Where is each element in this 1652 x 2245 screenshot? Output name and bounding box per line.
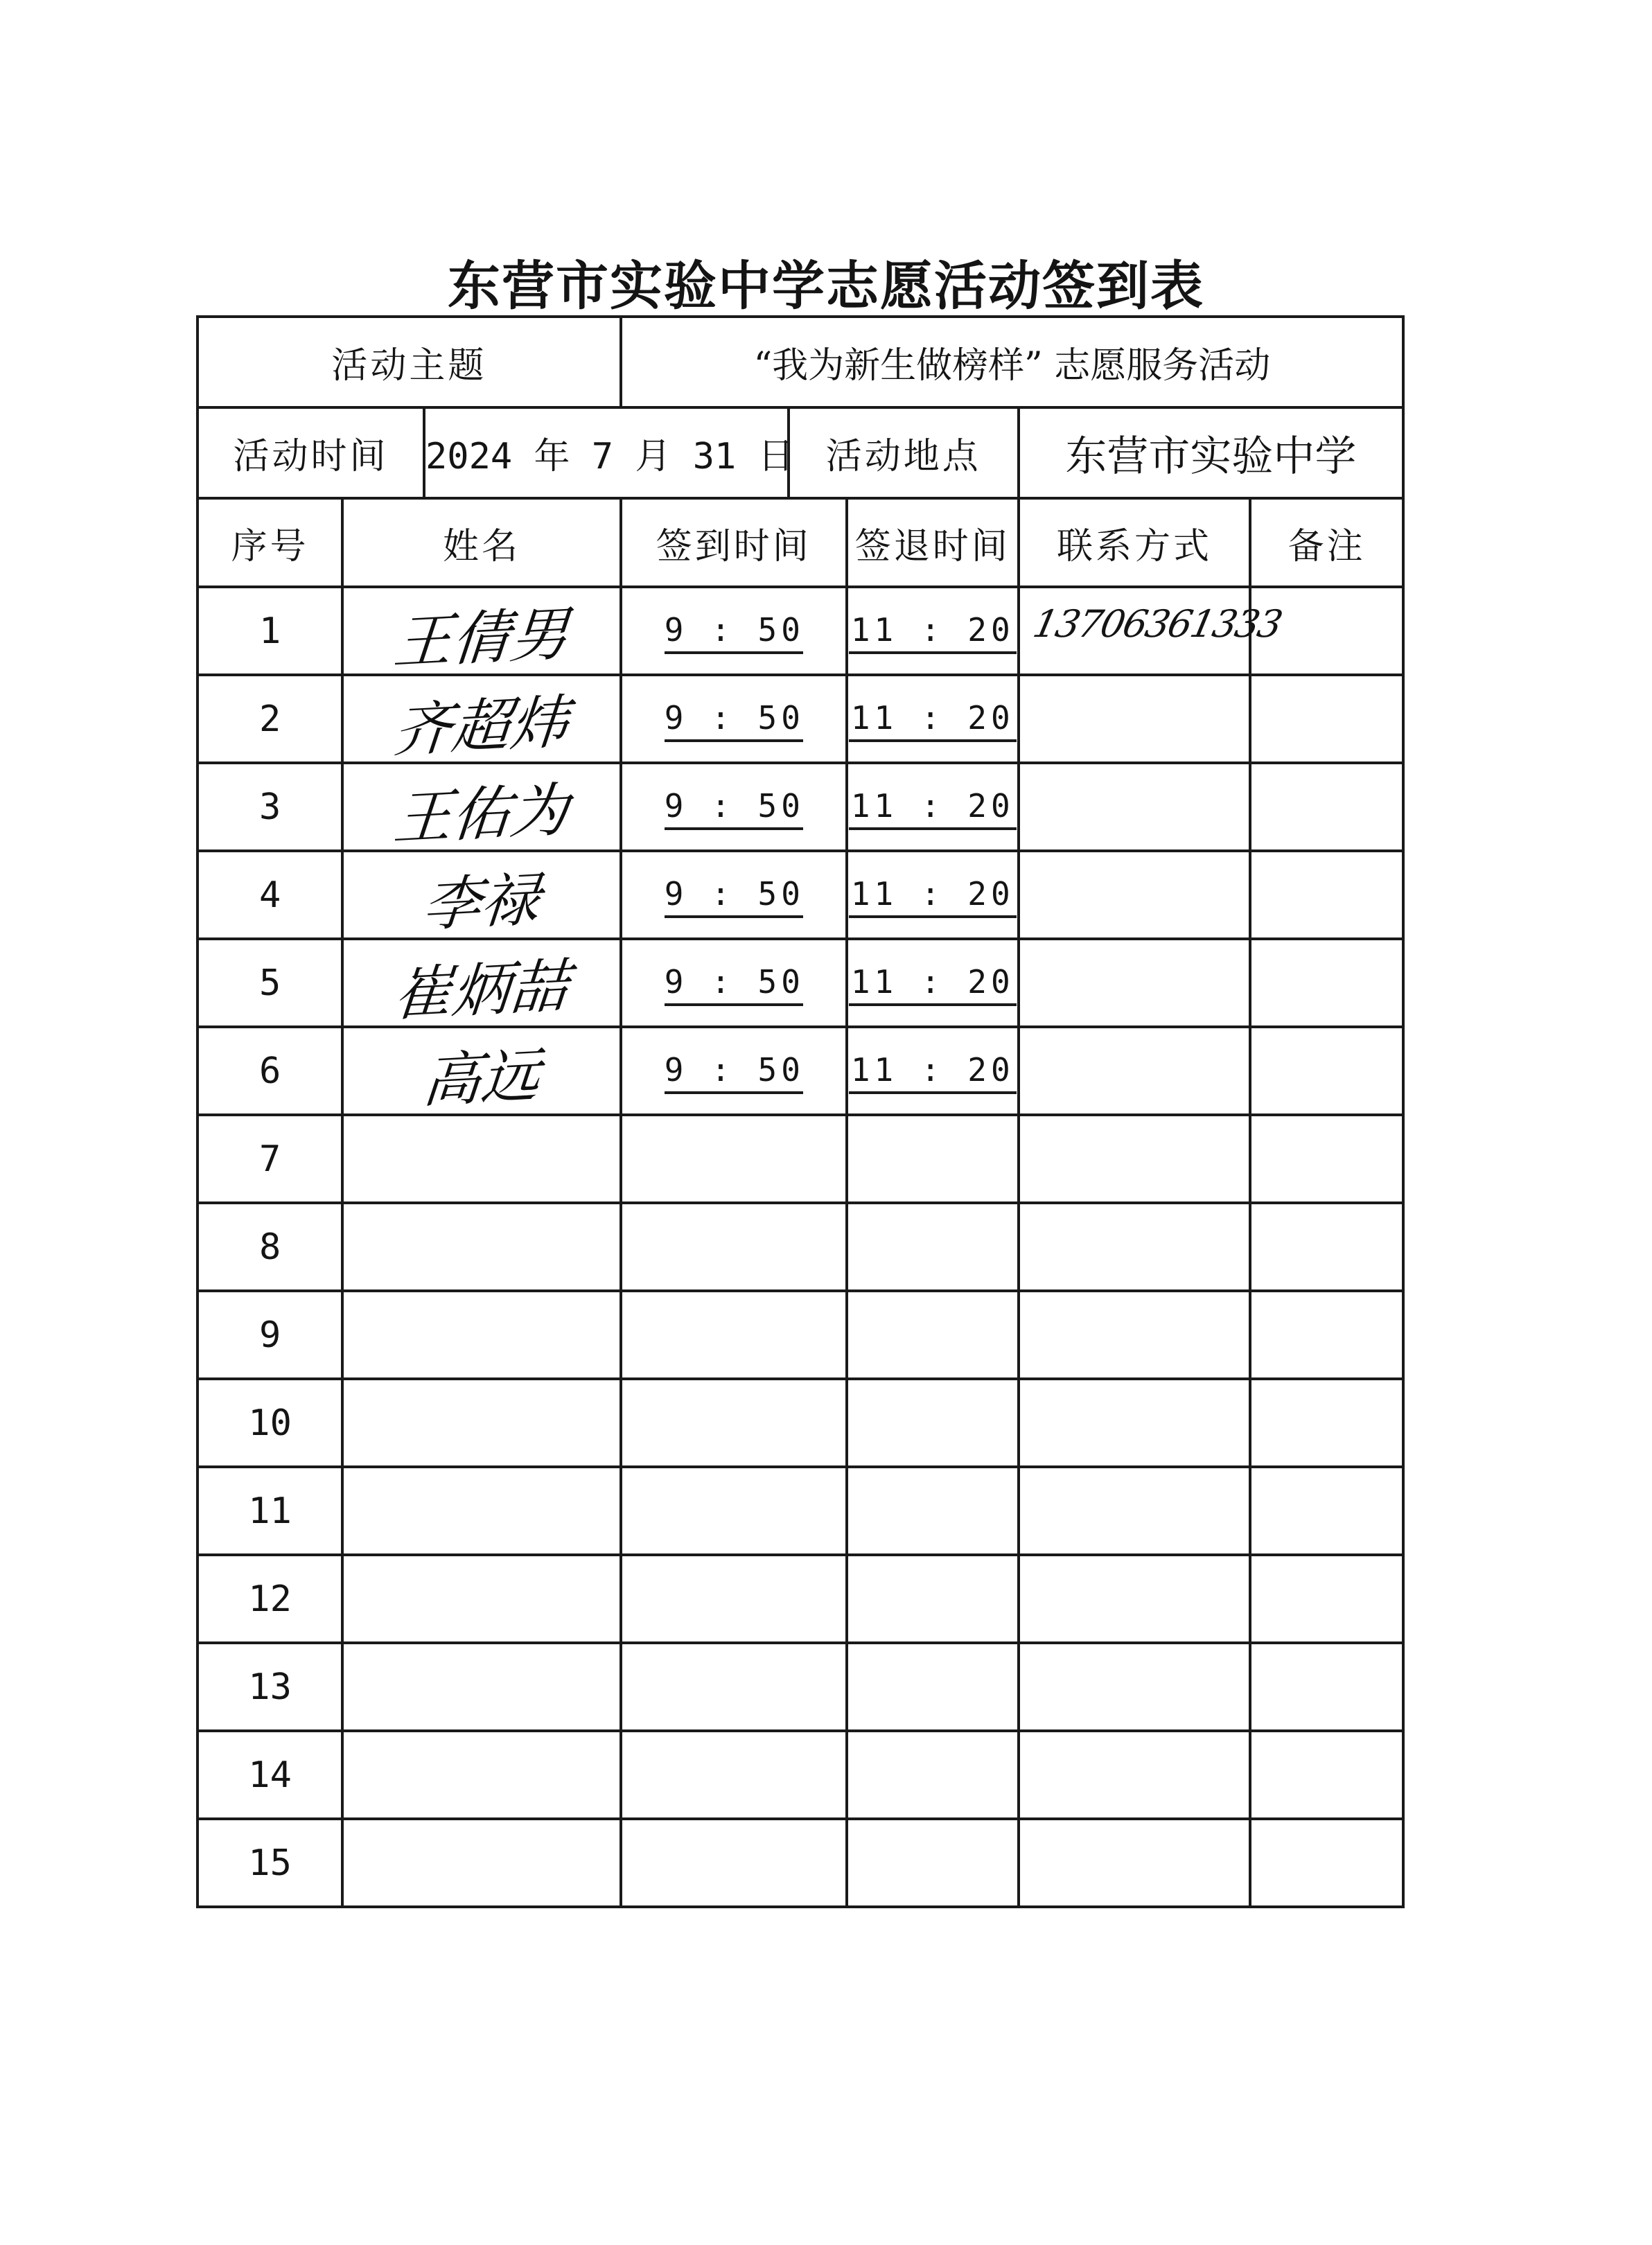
sign-out-cell bbox=[847, 851, 1019, 939]
row-number: 3 bbox=[197, 763, 342, 851]
name-cell bbox=[342, 1555, 621, 1643]
remark-cell bbox=[1250, 1467, 1403, 1555]
sign-in-cell bbox=[621, 675, 847, 763]
contact-cell bbox=[1019, 1467, 1250, 1555]
row-number: 10 bbox=[197, 1379, 342, 1467]
row-number: 6 bbox=[197, 1027, 342, 1115]
header-row bbox=[197, 498, 1403, 587]
sign-in-cell bbox=[621, 1115, 847, 1203]
header-no: 序号 bbox=[197, 498, 342, 587]
contact-cell bbox=[1019, 1027, 1250, 1115]
sign-out-cell bbox=[847, 675, 1019, 763]
remark-cell bbox=[1250, 1555, 1403, 1643]
sign-in-cell bbox=[621, 1643, 847, 1731]
row-number: 9 bbox=[197, 1291, 342, 1379]
contact-cell bbox=[1019, 1203, 1250, 1291]
sign-out-time: 11 : 20 bbox=[849, 699, 1017, 742]
row-number: 12 bbox=[197, 1555, 342, 1643]
row-number: 2 bbox=[197, 675, 342, 763]
handwritten-name: 王倩男 bbox=[391, 599, 572, 677]
remark-cell bbox=[1250, 763, 1403, 851]
sign-in-time: 9 : 50 bbox=[665, 875, 803, 918]
table-row bbox=[197, 1115, 1403, 1203]
remark-cell bbox=[1250, 1379, 1403, 1467]
table-row bbox=[197, 1643, 1403, 1731]
name-cell bbox=[342, 1467, 621, 1555]
header-sign-in: 签到时间 bbox=[621, 498, 847, 587]
name-cell bbox=[342, 1643, 621, 1731]
remark-cell bbox=[1250, 1819, 1403, 1907]
sign-in-cell bbox=[621, 1291, 847, 1379]
table-row bbox=[197, 1379, 1403, 1467]
theme-value: “我为新生做榜样” 志愿服务活动 bbox=[621, 317, 1403, 407]
sign-out-cell bbox=[847, 939, 1019, 1027]
form-title: 东营市实验中学志愿活动签到表 bbox=[448, 255, 1204, 317]
sign-in-cell bbox=[621, 587, 847, 675]
row-number: 5 bbox=[197, 939, 342, 1027]
table-row bbox=[197, 1819, 1403, 1907]
sign-out-cell bbox=[847, 1291, 1019, 1379]
handwritten-name: 李禄 bbox=[420, 865, 543, 940]
row-number: 1 bbox=[197, 587, 342, 675]
name-cell bbox=[342, 1291, 621, 1379]
sign-in-cell bbox=[621, 1819, 847, 1907]
contact-cell bbox=[1019, 587, 1285, 675]
sign-in-cell bbox=[621, 1467, 847, 1555]
table-row bbox=[197, 1291, 1403, 1379]
sign-in-time: 9 : 50 bbox=[665, 699, 803, 742]
name-cell bbox=[342, 1819, 621, 1907]
table-row bbox=[197, 939, 1403, 1027]
sign-in-time: 9 : 50 bbox=[665, 611, 803, 654]
sign-in-time: 9 : 50 bbox=[665, 963, 803, 1006]
name-cell bbox=[342, 851, 621, 939]
contact-cell bbox=[1019, 675, 1250, 763]
theme-label: 活动主题 bbox=[197, 317, 621, 407]
header-remark: 备注 bbox=[1250, 498, 1403, 587]
header-sign-out: 签退时间 bbox=[847, 498, 1019, 587]
sign-out-cell bbox=[847, 1115, 1019, 1203]
sign-in-cell bbox=[621, 1379, 847, 1467]
name-cell bbox=[342, 1731, 621, 1819]
sign-out-cell bbox=[847, 1467, 1019, 1555]
sign-out-cell bbox=[847, 1819, 1019, 1907]
remark-cell bbox=[1250, 851, 1403, 939]
remark-cell bbox=[1250, 1731, 1403, 1819]
table-row bbox=[197, 1731, 1403, 1819]
place-label: 活动地点 bbox=[789, 407, 1019, 498]
sign-out-time: 11 : 20 bbox=[849, 611, 1017, 654]
row-number: 14 bbox=[197, 1731, 342, 1819]
place-value: 东营市实验中学 bbox=[1019, 407, 1403, 498]
name-cell bbox=[342, 1379, 621, 1467]
sign-in-cell bbox=[621, 763, 847, 851]
table-row bbox=[197, 587, 1403, 675]
row-number: 13 bbox=[197, 1643, 342, 1731]
handwritten-name: 高远 bbox=[420, 1041, 543, 1116]
table-row bbox=[197, 1555, 1403, 1643]
sign-out-time: 11 : 20 bbox=[849, 787, 1017, 830]
sign-out-cell bbox=[847, 1379, 1019, 1467]
sign-in-cell bbox=[621, 939, 847, 1027]
time-label: 活动时间 bbox=[197, 407, 424, 498]
name-cell bbox=[342, 587, 621, 675]
handwritten-name: 齐超炜 bbox=[391, 687, 572, 765]
sign-in-cell bbox=[621, 1555, 847, 1643]
sign-in-time: 9 : 50 bbox=[665, 787, 803, 830]
contact-cell bbox=[1019, 939, 1250, 1027]
contact-cell bbox=[1019, 763, 1250, 851]
row-number: 15 bbox=[197, 1819, 342, 1907]
table-row bbox=[197, 675, 1403, 763]
sign-out-time: 11 : 20 bbox=[849, 963, 1017, 1006]
row-number: 11 bbox=[197, 1467, 342, 1555]
remark-cell bbox=[1250, 1203, 1403, 1291]
remark-cell bbox=[1250, 1643, 1403, 1731]
table-row bbox=[197, 1027, 1403, 1115]
remark-cell bbox=[1250, 1115, 1403, 1203]
table-row bbox=[197, 763, 1403, 851]
name-cell bbox=[342, 1203, 621, 1291]
name-cell bbox=[342, 1115, 621, 1203]
name-cell bbox=[342, 939, 621, 1027]
time-value: 2024 年 7 月 31 日 bbox=[424, 407, 789, 498]
sign-out-time: 11 : 20 bbox=[849, 1051, 1017, 1094]
table-row bbox=[197, 1467, 1403, 1555]
sign-in-time: 9 : 50 bbox=[665, 1051, 803, 1094]
theme-row bbox=[197, 317, 1403, 407]
sign-out-cell bbox=[847, 763, 1019, 851]
header-name: 姓名 bbox=[342, 498, 621, 587]
sign-out-cell bbox=[847, 1203, 1019, 1291]
sign-out-cell bbox=[847, 1027, 1019, 1115]
remark-cell bbox=[1250, 939, 1403, 1027]
sign-out-cell bbox=[847, 1555, 1019, 1643]
contact-cell bbox=[1019, 1731, 1250, 1819]
remark-cell bbox=[1250, 1291, 1403, 1379]
header-contact: 联系方式 bbox=[1019, 498, 1250, 587]
contact-cell bbox=[1019, 1819, 1250, 1907]
contact-cell bbox=[1019, 1291, 1250, 1379]
sign-in-cell bbox=[621, 1203, 847, 1291]
handwritten-name: 崔炳喆 bbox=[391, 951, 572, 1029]
contact-cell bbox=[1019, 1643, 1250, 1731]
name-cell bbox=[342, 675, 621, 763]
sign-out-time: 11 : 20 bbox=[849, 875, 1017, 918]
table-row bbox=[197, 1203, 1403, 1291]
time-place-row bbox=[197, 407, 1403, 498]
sign-in-cell bbox=[621, 851, 847, 939]
sign-in-cell bbox=[621, 1731, 847, 1819]
sign-in-cell bbox=[621, 1027, 847, 1115]
sign-out-cell bbox=[847, 1731, 1019, 1819]
row-number: 8 bbox=[197, 1203, 342, 1291]
handwritten-phone: 13706361333 bbox=[1029, 602, 1285, 646]
row-number: 7 bbox=[197, 1115, 342, 1203]
contact-cell bbox=[1019, 1379, 1250, 1467]
name-cell bbox=[342, 1027, 621, 1115]
contact-cell bbox=[1019, 1555, 1250, 1643]
remark-cell bbox=[1250, 675, 1403, 763]
sign-out-cell bbox=[847, 1643, 1019, 1731]
sign-in-table bbox=[196, 315, 1405, 1908]
contact-cell bbox=[1019, 851, 1250, 939]
remark-cell bbox=[1250, 1027, 1403, 1115]
table-row bbox=[197, 851, 1403, 939]
contact-cell bbox=[1019, 1115, 1250, 1203]
sign-out-cell bbox=[847, 587, 1019, 675]
name-cell bbox=[342, 763, 621, 851]
handwritten-name: 王佑为 bbox=[391, 775, 572, 853]
row-number: 4 bbox=[197, 851, 342, 939]
